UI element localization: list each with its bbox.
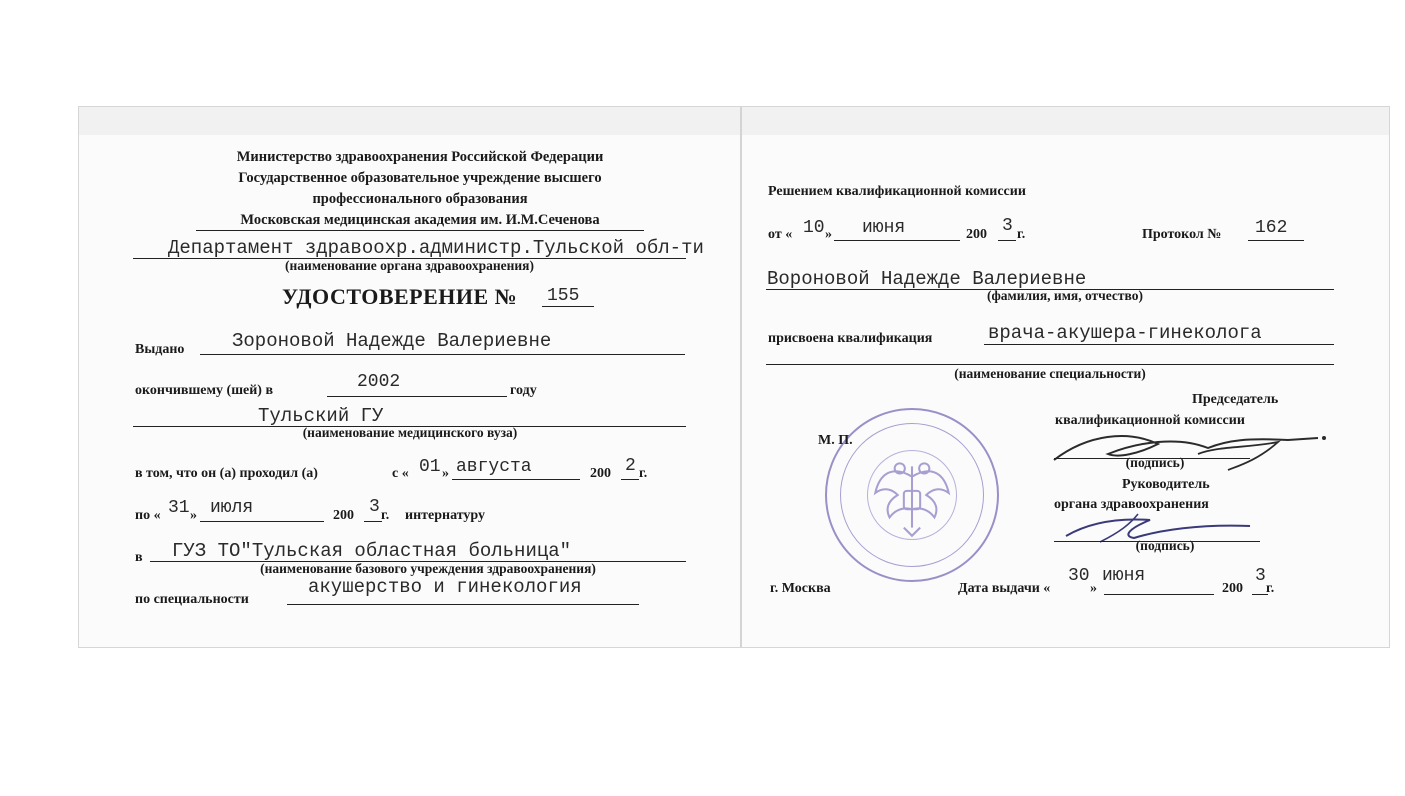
university-caption: (наименование медицинского вуза) [302,425,518,440]
university-value: Тульский ГУ [258,405,384,427]
city: г. Москва [770,581,831,596]
from-mid: » [442,466,449,481]
date-year-suffix: г. [1017,227,1026,242]
specialty-value: акушерство и гинекология [308,576,582,598]
protocol-label: Протокол № [1142,227,1222,242]
date-prefix: от « [768,227,793,242]
date-day: 10 [803,218,825,238]
signature-caption-2: (подпись) [1135,538,1195,553]
certificate-title: УДОСТОВЕРЕНИЕ № [282,284,518,309]
passed-label: в том, что он (а) проходил (а) [135,466,318,481]
protocol-underline [1248,240,1304,241]
issue-month: июня [1102,566,1146,586]
decision-label: Решением квалификационной комиссии [768,184,1026,199]
qualification-value: врача-акушера-гинеколога [988,322,1262,344]
date-year-digit: 3 [1002,216,1013,236]
date-mid: » [825,227,832,242]
specialty-underline [287,604,639,605]
internship-label: интернатуру [405,508,486,523]
qualification-label: присвоена квалификация [768,331,933,346]
from-year-underline [621,479,639,480]
protocol-value: 162 [1255,218,1288,238]
academy-underline [196,230,644,231]
certificate-number: 155 [547,286,580,306]
specialty-label: по специальности [135,592,249,607]
graduated-suffix: году [510,383,537,398]
date-year-underline [998,240,1016,241]
stamp-place-label: М. П. [818,433,853,448]
to-day: 31 [168,498,190,518]
qualification-underline [984,344,1334,345]
from-month: августа [456,457,532,477]
to-month-underline [200,521,324,522]
base-value: ГУЗ ТО"Тульская областная больница" [172,540,572,562]
graduated-label: окончившему (шей) в [135,383,274,398]
from-year-digit: 2 [625,456,636,476]
to-year-underline [364,521,382,522]
qualification-caption: (наименование специальности) [954,366,1146,381]
to-year-prefix: 200 [333,508,354,523]
authority-caption: (наименование органа здравоохранения) [285,258,534,273]
issued-label: Выдано [135,342,185,357]
chairman-line-1: Председатель [1192,392,1279,407]
signature-caption-1: (подпись) [1125,455,1185,470]
issue-day: 30 [1068,566,1090,586]
institution-line-2: профессионального образования [312,191,528,207]
to-prefix: по « [135,508,161,523]
ministry-line: Министерство здравоохранения Российской Федерации [236,149,604,165]
head-line-2: органа здравоохранения [1054,497,1209,512]
issue-mid: » [1090,581,1097,596]
head-line-1: Руководитель [1122,477,1210,492]
from-year-prefix: 200 [590,466,611,481]
issued-underline [200,354,685,355]
academy-line: Московская медицинская академия им. И.М.Сеченова [240,212,600,228]
issue-month-underline [1104,594,1214,595]
issue-year-digit: 3 [1255,566,1266,586]
authority-value: Департамент здравоохр.администр.Тульской обл-ти [168,237,704,259]
from-prefix: с « [392,466,409,481]
base-caption: (наименование базового учреждения здравоохранения) [260,561,596,576]
date-year-prefix: 200 [966,227,987,242]
qualification-underline-2 [766,364,1334,365]
to-year-digit: 3 [369,497,380,517]
from-year-suffix: г. [639,466,648,481]
issue-date-label: Дата выдачи « [958,581,1051,596]
name-caption: (фамилия, имя, отчество) [986,288,1144,303]
issue-year-suffix: г. [1266,581,1275,596]
to-month: июля [210,498,254,518]
graduated-year: 2002 [357,372,401,392]
name-value: Вороновой Надежде Валериевне [767,268,1087,290]
to-year-suffix: г. [381,508,390,523]
from-month-underline [452,479,580,480]
from-day: 01 [419,457,441,477]
issue-year-prefix: 200 [1222,581,1243,596]
institution-line-1: Государственное образовательное учреждение высшего [238,170,602,186]
scan-shadow-band [79,107,1389,135]
chairman-line-2: квалификационной комиссии [1055,413,1245,428]
issued-value: Зороновой Надежде Валериевне [232,330,552,352]
page-fold [740,107,742,647]
in-label: в [135,550,143,565]
graduated-year-underline [327,396,507,397]
date-month: июня [862,218,906,238]
certificate-number-underline [542,306,594,307]
date-month-underline [834,240,960,241]
to-mid: » [190,508,197,523]
double-headed-eagle-emblem [861,446,963,548]
